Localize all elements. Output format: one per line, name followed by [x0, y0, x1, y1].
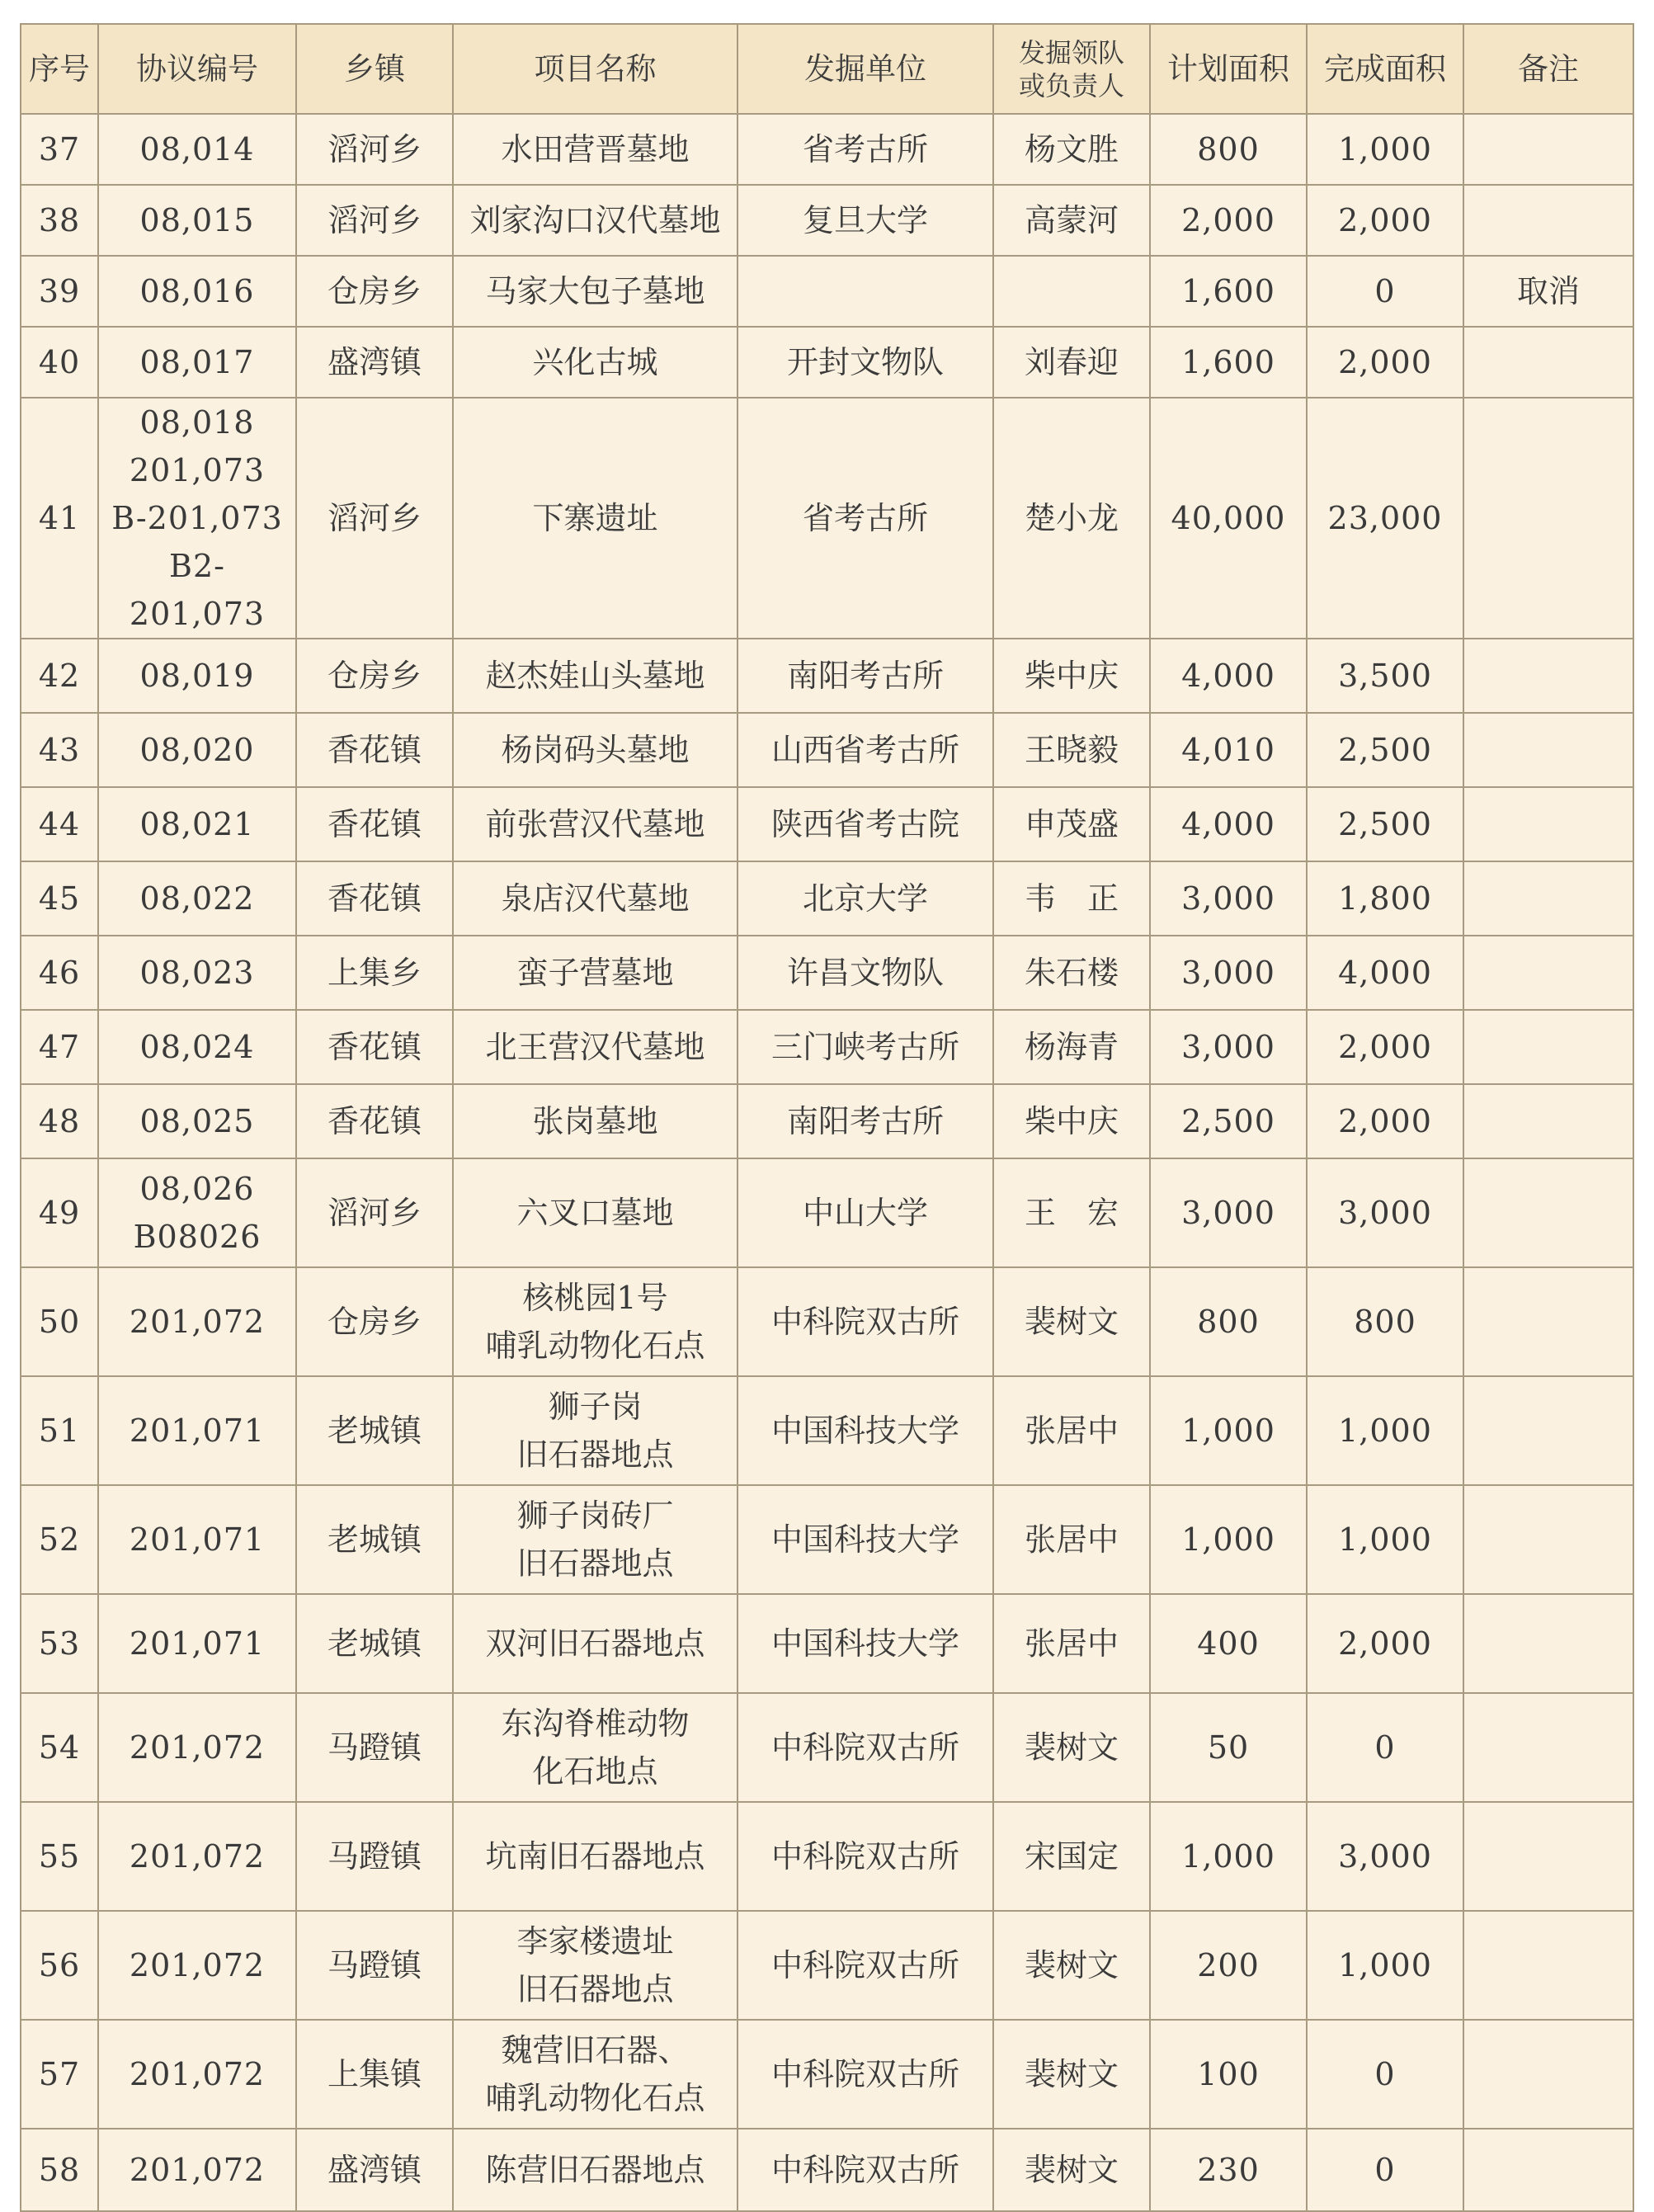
header-completed: 完成面积 — [1307, 24, 1463, 114]
cell-unit: 省考古所 — [737, 114, 993, 185]
cell-leader: 韦 正 — [993, 861, 1150, 936]
cell-agreement: 201,071 — [98, 1485, 296, 1594]
cell-agreement: 08,026 B08026 — [98, 1158, 296, 1267]
cell-town: 香花镇 — [296, 1084, 453, 1158]
cell-completed: 2,500 — [1307, 713, 1463, 787]
cell-planned: 3,000 — [1150, 861, 1307, 936]
table-row — [21, 1010, 1633, 1084]
cell-project: 泉店汉代墓地 — [453, 861, 737, 936]
cell-project: 北王营汉代墓地 — [453, 1010, 737, 1084]
cell-unit: 中科院双古所 — [737, 1911, 993, 2020]
cell-leader: 宋国定 — [993, 1802, 1150, 1911]
cell-agreement: 08,024 — [98, 1010, 296, 1084]
table-row — [21, 861, 1633, 936]
cell-unit: 复旦大学 — [737, 185, 993, 256]
cell-project: 李家楼遗址 旧石器地点 — [453, 1911, 737, 2020]
cell-project: 坑南旧石器地点 — [453, 1802, 737, 1911]
cell-unit: 开封文物队 — [737, 327, 993, 398]
cell-planned: 2,500 — [1150, 1084, 1307, 1158]
cell-project: 下寨遗址 — [453, 398, 737, 639]
cell-leader: 杨文胜 — [993, 114, 1150, 185]
cell-town: 仓房乡 — [296, 256, 453, 327]
cell-notes — [1463, 1594, 1633, 1693]
header-leader: 发掘领队 或负责人 — [993, 24, 1150, 114]
cell-completed: 1,000 — [1307, 1376, 1463, 1485]
cell-planned: 400 — [1150, 1594, 1307, 1693]
cell-agreement: 201,072 — [98, 1802, 296, 1911]
table-row — [21, 2020, 1633, 2129]
cell-leader: 裴树文 — [993, 1911, 1150, 2020]
cell-seq: 53 — [21, 1594, 98, 1693]
cell-unit: 中国科技大学 — [737, 1485, 993, 1594]
cell-agreement: 08,016 — [98, 256, 296, 327]
cell-leader: 裴树文 — [993, 1267, 1150, 1376]
cell-town: 马蹬镇 — [296, 1693, 453, 1802]
table-row — [21, 1911, 1633, 2020]
cell-leader: 张居中 — [993, 1485, 1150, 1594]
cell-leader: 王晓毅 — [993, 713, 1150, 787]
cell-planned: 2,000 — [1150, 185, 1307, 256]
cell-notes — [1463, 936, 1633, 1010]
cell-seq: 39 — [21, 256, 98, 327]
cell-seq: 46 — [21, 936, 98, 1010]
cell-seq: 41 — [21, 398, 98, 639]
table-row — [21, 114, 1633, 185]
excavation-projects-table — [20, 23, 1634, 2212]
cell-planned: 3,000 — [1150, 1010, 1307, 1084]
cell-unit: 山西省考古所 — [737, 713, 993, 787]
cell-notes — [1463, 639, 1633, 713]
cell-notes — [1463, 1010, 1633, 1084]
cell-agreement: 201,072 — [98, 2020, 296, 2129]
cell-project: 陈营旧石器地点 — [453, 2129, 737, 2211]
table-row — [21, 1594, 1633, 1693]
cell-seq: 50 — [21, 1267, 98, 1376]
cell-agreement: 08,018 201,073 B-201,073 B2- 201,073 — [98, 398, 296, 639]
cell-notes — [1463, 1376, 1633, 1485]
table-row — [21, 1376, 1633, 1485]
cell-unit: 中国科技大学 — [737, 1594, 993, 1693]
cell-project: 东沟脊椎动物 化石地点 — [453, 1693, 737, 1802]
cell-leader: 裴树文 — [993, 2129, 1150, 2211]
cell-planned: 200 — [1150, 1911, 1307, 2020]
cell-completed: 4,000 — [1307, 936, 1463, 1010]
cell-agreement: 08,021 — [98, 787, 296, 861]
cell-town: 仓房乡 — [296, 639, 453, 713]
cell-seq: 49 — [21, 1158, 98, 1267]
cell-notes — [1463, 2020, 1633, 2129]
table-body — [21, 114, 1633, 2211]
cell-completed: 0 — [1307, 2129, 1463, 2211]
cell-agreement: 201,072 — [98, 1267, 296, 1376]
cell-town: 马蹬镇 — [296, 1802, 453, 1911]
cell-town: 上集乡 — [296, 936, 453, 1010]
cell-seq: 43 — [21, 713, 98, 787]
cell-completed: 2,000 — [1307, 327, 1463, 398]
cell-town: 盛湾镇 — [296, 2129, 453, 2211]
cell-agreement: 08,020 — [98, 713, 296, 787]
cell-agreement: 08,023 — [98, 936, 296, 1010]
cell-notes — [1463, 1267, 1633, 1376]
cell-town: 仓房乡 — [296, 1267, 453, 1376]
cell-leader: 高蒙河 — [993, 185, 1150, 256]
cell-completed: 23,000 — [1307, 398, 1463, 639]
cell-unit: 中科院双古所 — [737, 2129, 993, 2211]
cell-leader: 柴中庆 — [993, 1084, 1150, 1158]
table-row — [21, 713, 1633, 787]
cell-leader: 申茂盛 — [993, 787, 1150, 861]
cell-completed: 3,000 — [1307, 1802, 1463, 1911]
cell-planned: 800 — [1150, 1267, 1307, 1376]
cell-unit — [737, 256, 993, 327]
cell-leader: 杨海青 — [993, 1010, 1150, 1084]
cell-completed: 800 — [1307, 1267, 1463, 1376]
cell-leader: 张居中 — [993, 1594, 1150, 1693]
cell-completed: 2,000 — [1307, 1084, 1463, 1158]
header-agreement: 协议编号 — [98, 24, 296, 114]
cell-project: 魏营旧石器、 哺乳动物化石点 — [453, 2020, 737, 2129]
cell-town: 香花镇 — [296, 1010, 453, 1084]
cell-town: 滔河乡 — [296, 114, 453, 185]
cell-planned: 1,000 — [1150, 1802, 1307, 1911]
cell-town: 上集镇 — [296, 2020, 453, 2129]
cell-agreement: 08,014 — [98, 114, 296, 185]
cell-seq: 57 — [21, 2020, 98, 2129]
cell-unit: 中国科技大学 — [737, 1376, 993, 1485]
cell-unit: 许昌文物队 — [737, 936, 993, 1010]
cell-project: 双河旧石器地点 — [453, 1594, 737, 1693]
table-row — [21, 398, 1633, 639]
table-row — [21, 256, 1633, 327]
header-unit: 发掘单位 — [737, 24, 993, 114]
cell-town: 滔河乡 — [296, 398, 453, 639]
cell-seq: 44 — [21, 787, 98, 861]
cell-unit: 中科院双古所 — [737, 1802, 993, 1911]
cell-notes — [1463, 398, 1633, 639]
table-row — [21, 327, 1633, 398]
cell-completed: 2,000 — [1307, 1010, 1463, 1084]
cell-planned: 4,010 — [1150, 713, 1307, 787]
cell-seq: 56 — [21, 1911, 98, 2020]
cell-seq: 55 — [21, 1802, 98, 1911]
cell-seq: 37 — [21, 114, 98, 185]
cell-leader: 裴树文 — [993, 1693, 1150, 1802]
table-row — [21, 1084, 1633, 1158]
cell-unit: 三门峡考古所 — [737, 1010, 993, 1084]
cell-unit: 南阳考古所 — [737, 639, 993, 713]
cell-seq: 52 — [21, 1485, 98, 1594]
table-row — [21, 787, 1633, 861]
cell-town: 老城镇 — [296, 1594, 453, 1693]
cell-planned: 3,000 — [1150, 1158, 1307, 1267]
cell-planned: 1,600 — [1150, 256, 1307, 327]
header-project: 项目名称 — [453, 24, 737, 114]
cell-project: 张岗墓地 — [453, 1084, 737, 1158]
cell-planned: 1,600 — [1150, 327, 1307, 398]
cell-project: 狮子岗 旧石器地点 — [453, 1376, 737, 1485]
cell-seq: 58 — [21, 2129, 98, 2211]
cell-planned: 3,000 — [1150, 936, 1307, 1010]
cell-completed: 3,500 — [1307, 639, 1463, 713]
cell-completed: 2,000 — [1307, 185, 1463, 256]
cell-completed: 0 — [1307, 2020, 1463, 2129]
cell-town: 香花镇 — [296, 713, 453, 787]
cell-leader: 刘春迎 — [993, 327, 1150, 398]
cell-project: 核桃园1号 哺乳动物化石点 — [453, 1267, 737, 1376]
cell-completed: 1,000 — [1307, 114, 1463, 185]
cell-completed: 2,500 — [1307, 787, 1463, 861]
cell-notes — [1463, 1084, 1633, 1158]
cell-agreement: 08,022 — [98, 861, 296, 936]
cell-completed: 0 — [1307, 256, 1463, 327]
table-row — [21, 936, 1633, 1010]
cell-leader: 朱石楼 — [993, 936, 1150, 1010]
cell-notes — [1463, 1158, 1633, 1267]
table-row — [21, 1802, 1633, 1911]
cell-agreement: 201,072 — [98, 2129, 296, 2211]
cell-completed: 1,000 — [1307, 1485, 1463, 1594]
cell-seq: 54 — [21, 1693, 98, 1802]
table-row — [21, 185, 1633, 256]
cell-project: 前张营汉代墓地 — [453, 787, 737, 861]
cell-notes — [1463, 1911, 1633, 2020]
cell-seq: 40 — [21, 327, 98, 398]
cell-notes — [1463, 185, 1633, 256]
cell-town: 滔河乡 — [296, 1158, 453, 1267]
cell-planned: 800 — [1150, 114, 1307, 185]
cell-leader: 楚小龙 — [993, 398, 1150, 639]
table-row — [21, 639, 1633, 713]
cell-leader: 王 宏 — [993, 1158, 1150, 1267]
cell-notes — [1463, 327, 1633, 398]
cell-notes — [1463, 861, 1633, 936]
table-row — [21, 1693, 1633, 1802]
cell-unit: 北京大学 — [737, 861, 993, 936]
cell-planned: 50 — [1150, 1693, 1307, 1802]
header-row — [21, 24, 1633, 114]
cell-planned: 1,000 — [1150, 1485, 1307, 1594]
table-row — [21, 2129, 1633, 2211]
cell-leader — [993, 256, 1150, 327]
cell-town: 香花镇 — [296, 787, 453, 861]
cell-notes — [1463, 1802, 1633, 1911]
cell-seq: 45 — [21, 861, 98, 936]
cell-leader: 裴树文 — [993, 2020, 1150, 2129]
cell-town: 滔河乡 — [296, 185, 453, 256]
cell-completed: 0 — [1307, 1693, 1463, 1802]
cell-project: 水田营晋墓地 — [453, 114, 737, 185]
header-planned: 计划面积 — [1150, 24, 1307, 114]
cell-completed: 1,000 — [1307, 1911, 1463, 2020]
cell-planned: 1,000 — [1150, 1376, 1307, 1485]
cell-completed: 3,000 — [1307, 1158, 1463, 1267]
cell-seq: 48 — [21, 1084, 98, 1158]
header-seq: 序号 — [21, 24, 98, 114]
cell-leader: 柴中庆 — [993, 639, 1150, 713]
cell-project: 赵杰娃山头墓地 — [453, 639, 737, 713]
cell-notes: 取消 — [1463, 256, 1633, 327]
cell-town: 马蹬镇 — [296, 1911, 453, 2020]
cell-town: 香花镇 — [296, 861, 453, 936]
header-town: 乡镇 — [296, 24, 453, 114]
cell-planned: 100 — [1150, 2020, 1307, 2129]
cell-planned: 4,000 — [1150, 639, 1307, 713]
cell-town: 老城镇 — [296, 1485, 453, 1594]
cell-unit: 省考古所 — [737, 398, 993, 639]
cell-planned: 230 — [1150, 2129, 1307, 2211]
cell-seq: 47 — [21, 1010, 98, 1084]
cell-notes — [1463, 2129, 1633, 2211]
cell-notes — [1463, 1485, 1633, 1594]
cell-planned: 4,000 — [1150, 787, 1307, 861]
cell-agreement: 08,025 — [98, 1084, 296, 1158]
cell-project: 杨岗码头墓地 — [453, 713, 737, 787]
cell-project: 兴化古城 — [453, 327, 737, 398]
cell-completed: 1,800 — [1307, 861, 1463, 936]
cell-notes — [1463, 713, 1633, 787]
cell-agreement: 08,015 — [98, 185, 296, 256]
cell-leader: 张居中 — [993, 1376, 1150, 1485]
cell-project: 蛮子营墓地 — [453, 936, 737, 1010]
table-row — [21, 1485, 1633, 1594]
cell-unit: 中山大学 — [737, 1158, 993, 1267]
cell-project: 刘家沟口汉代墓地 — [453, 185, 737, 256]
cell-agreement: 201,071 — [98, 1376, 296, 1485]
cell-agreement: 201,072 — [98, 1911, 296, 2020]
cell-planned: 40,000 — [1150, 398, 1307, 639]
cell-agreement: 201,072 — [98, 1693, 296, 1802]
cell-notes — [1463, 1693, 1633, 1802]
cell-unit: 中科院双古所 — [737, 1267, 993, 1376]
table-row — [21, 1158, 1633, 1267]
cell-project: 六叉口墓地 — [453, 1158, 737, 1267]
cell-agreement: 201,071 — [98, 1594, 296, 1693]
cell-agreement: 08,019 — [98, 639, 296, 713]
cell-seq: 51 — [21, 1376, 98, 1485]
cell-seq: 38 — [21, 185, 98, 256]
table-row — [21, 1267, 1633, 1376]
cell-unit: 陕西省考古院 — [737, 787, 993, 861]
cell-unit: 南阳考古所 — [737, 1084, 993, 1158]
cell-completed: 2,000 — [1307, 1594, 1463, 1693]
cell-unit: 中科院双古所 — [737, 2020, 993, 2129]
cell-unit: 中科院双古所 — [737, 1693, 993, 1802]
cell-agreement: 08,017 — [98, 327, 296, 398]
cell-notes — [1463, 787, 1633, 861]
cell-town: 盛湾镇 — [296, 327, 453, 398]
cell-project: 狮子岗砖厂 旧石器地点 — [453, 1485, 737, 1594]
cell-town: 老城镇 — [296, 1376, 453, 1485]
cell-notes — [1463, 114, 1633, 185]
header-notes: 备注 — [1463, 24, 1633, 114]
cell-seq: 42 — [21, 639, 98, 713]
cell-project: 马家大包子墓地 — [453, 256, 737, 327]
